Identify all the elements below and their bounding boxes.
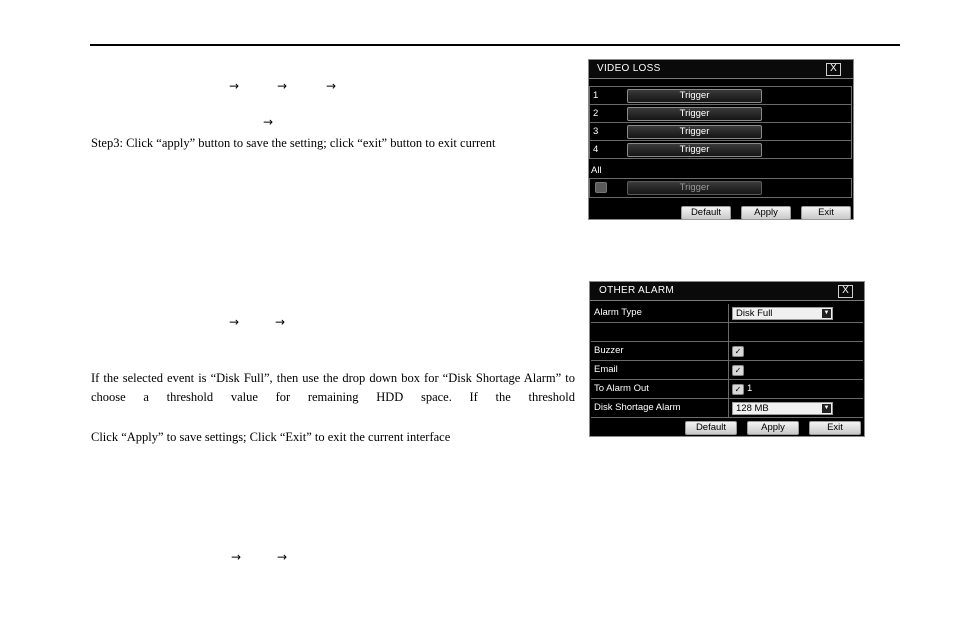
- trigger-button[interactable]: Trigger: [627, 89, 762, 103]
- email-row: [591, 361, 863, 380]
- chevron-down-icon: ▼: [823, 405, 830, 411]
- arrow-icon: →: [229, 79, 240, 93]
- exit-button[interactable]: Exit: [809, 421, 861, 435]
- email-checkbox[interactable]: ✓: [732, 365, 744, 376]
- arrow-icon: →: [326, 79, 337, 93]
- disk-shortage-label: Disk Shortage Alarm: [594, 402, 681, 413]
- other-alarm-dialog: [589, 281, 865, 437]
- alarm-type-row: [591, 304, 863, 323]
- channel-row: [589, 122, 852, 141]
- disk-full-paragraph: If the selected event is “Disk Full”, then use the drop down box for “Disk Shortage Alarm” to choose a threshold value for remaining HDD space. If the threshold: [91, 371, 575, 404]
- close-icon[interactable]: X: [826, 63, 841, 76]
- default-button[interactable]: Default: [681, 206, 731, 220]
- empty-row: [591, 323, 863, 342]
- all-label: All: [591, 165, 602, 176]
- channel-row: [589, 104, 852, 123]
- alarm-type-value: Disk Full: [736, 308, 773, 319]
- buzzer-row: [591, 342, 863, 361]
- buzzer-label: Buzzer: [594, 345, 624, 356]
- channel-number: 2: [593, 108, 599, 119]
- apply-paragraph: Click “Apply” to save settings; Click “Exit” to exit the current interface: [91, 430, 451, 444]
- channel-number: 4: [593, 144, 599, 155]
- channel-number: 1: [593, 90, 599, 101]
- other-alarm-titlebar: [590, 282, 864, 301]
- alarm-type-label: Alarm Type: [594, 307, 642, 318]
- header-rule: [90, 44, 900, 46]
- arrow-icon: →: [231, 550, 242, 564]
- channel-row: [589, 86, 852, 105]
- exit-button[interactable]: Exit: [801, 206, 851, 220]
- apply-button[interactable]: Apply: [741, 206, 791, 220]
- arrow-icon: →: [277, 79, 288, 93]
- arrow-icon: →: [229, 315, 240, 329]
- apply-button[interactable]: Apply: [747, 421, 799, 435]
- trigger-button[interactable]: Trigger: [627, 125, 762, 139]
- alarm-out-row: [591, 380, 863, 399]
- alarm-out-label: To Alarm Out: [594, 383, 649, 394]
- all-trigger-button[interactable]: Trigger: [627, 181, 762, 195]
- chevron-down-icon: ▼: [823, 310, 830, 316]
- alarm-out-number: 1: [747, 383, 753, 394]
- dialog-title: VIDEO LOSS: [597, 63, 661, 74]
- disk-shortage-value: 128 MB: [736, 403, 769, 414]
- channel-row: [589, 140, 852, 159]
- alarm-out-checkbox[interactable]: ✓: [732, 384, 744, 395]
- all-row: [589, 178, 852, 198]
- trigger-button[interactable]: Trigger: [627, 107, 762, 121]
- close-icon[interactable]: X: [838, 285, 853, 298]
- step3-paragraph: Step3: Click “apply” button to save the setting; click “exit” button to exit current: [91, 136, 496, 150]
- alarm-type-select[interactable]: [732, 307, 833, 320]
- disk-shortage-row: [591, 399, 863, 418]
- dialog-title: OTHER ALARM: [599, 285, 674, 296]
- arrow-icon: →: [277, 550, 288, 564]
- channel-number: 3: [593, 126, 599, 137]
- trigger-button[interactable]: Trigger: [627, 143, 762, 157]
- all-checkbox[interactable]: [595, 182, 607, 193]
- video-loss-titlebar: [589, 60, 853, 79]
- arrow-icon: →: [275, 315, 286, 329]
- buzzer-checkbox[interactable]: ✓: [732, 346, 744, 357]
- email-label: Email: [594, 364, 618, 375]
- disk-shortage-select[interactable]: [732, 402, 833, 415]
- default-button[interactable]: Default: [685, 421, 737, 435]
- video-loss-dialog: [588, 59, 854, 220]
- arrow-icon: →: [263, 115, 274, 129]
